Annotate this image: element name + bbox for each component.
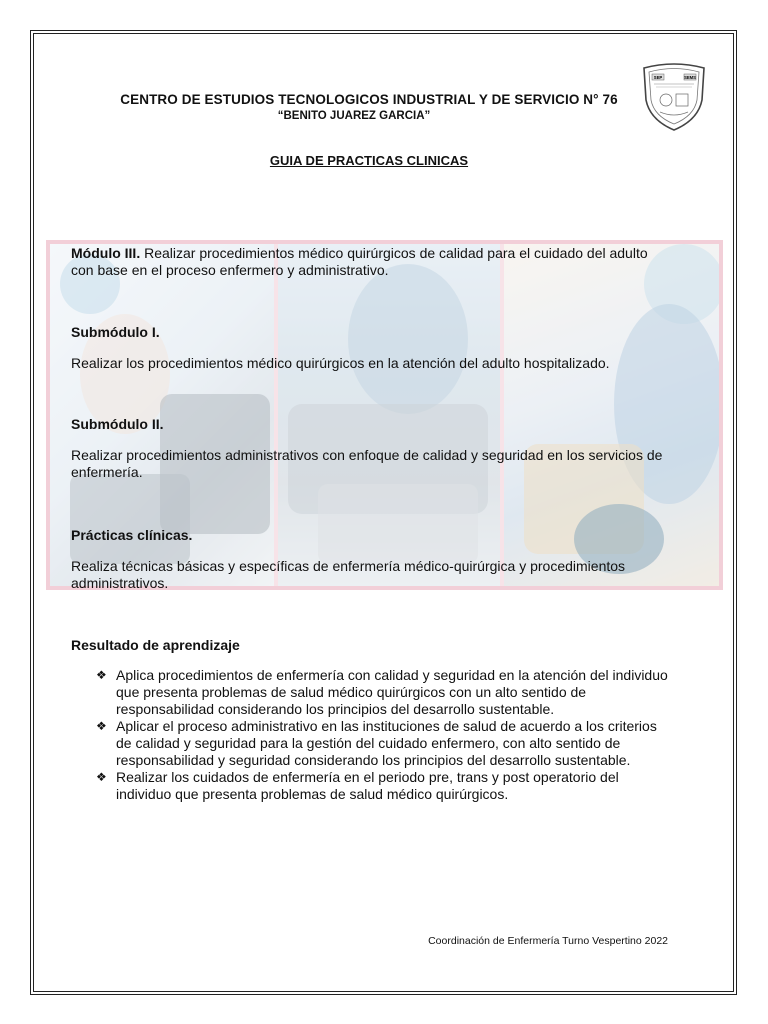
list-item-text: Realizar los cuidados de enfermería en el periodo pre, trans y post operatorio del individuo que presenta problemas de salud médico quirúrgicos. [116, 769, 619, 802]
practices-text: Realiza técnicas básicas y específicas de enfermería médico-quirúrgica y procedimientos administrativos. [71, 558, 626, 591]
list-item [96, 769, 676, 803]
list-item [96, 718, 676, 769]
module-label: Módulo III. [71, 245, 141, 261]
school-seal-logo [638, 60, 710, 132]
seal-right-text: SEMS [684, 75, 696, 80]
institution-title: CENTRO DE ESTUDIOS TECNOLOGICOS INDUSTRIAL Y DE SERVICIO N° 76 [120, 92, 618, 107]
module-section [71, 245, 671, 279]
diamond-bullet-icon: ❖ [96, 770, 107, 784]
school-name: “BENITO JUAREZ GARCIA” [277, 110, 431, 122]
submodule1-label: Submódulo I. [71, 324, 160, 340]
diamond-bullet-icon: ❖ [96, 719, 107, 733]
list-item [96, 667, 676, 718]
list-item-text: Aplica procedimientos de enfermería con calidad y seguridad en la atención del individuo que presenta problemas de salud médico quirúrgicos con un alto sentido de responsabilidad considerando los principios del desarrollo sustentable. [116, 667, 668, 717]
seal-left-text: SEP [653, 75, 663, 80]
submodule2-label: Submódulo II. [71, 416, 164, 432]
list-item-text: Aplicar el proceso administrativo en las instituciones de salud de acuerdo a los criterios de calidad y seguridad para la gestión del cuidado enfermero, con alto sentido de responsabilidad y seguridad considerando los principios del desarrollo sustentable. [116, 718, 657, 768]
learning-outcome-list [96, 667, 676, 803]
guide-title: GUIA DE PRACTICAS CLINICAS [269, 153, 469, 168]
footer-text: Coordinación de Enfermería Turno Vespertino 2022 [428, 935, 668, 947]
diamond-bullet-icon: ❖ [96, 668, 107, 682]
module-text: Realizar procedimientos médico quirúrgicos de calidad para el cuidado del adulto con base en el proceso enfermero y administrativo. [71, 245, 648, 278]
learning-outcome-title: Resultado de aprendizaje [71, 637, 240, 653]
submodule1-text: Realizar los procedimientos médico quirúrgicos en la atención del adulto hospitalizado. [71, 355, 610, 371]
practices-label: Prácticas clínicas. [71, 527, 193, 543]
submodule2-text: Realizar procedimientos administrativos con enfoque de calidad y seguridad en los servicios de enfermería. [71, 447, 663, 480]
